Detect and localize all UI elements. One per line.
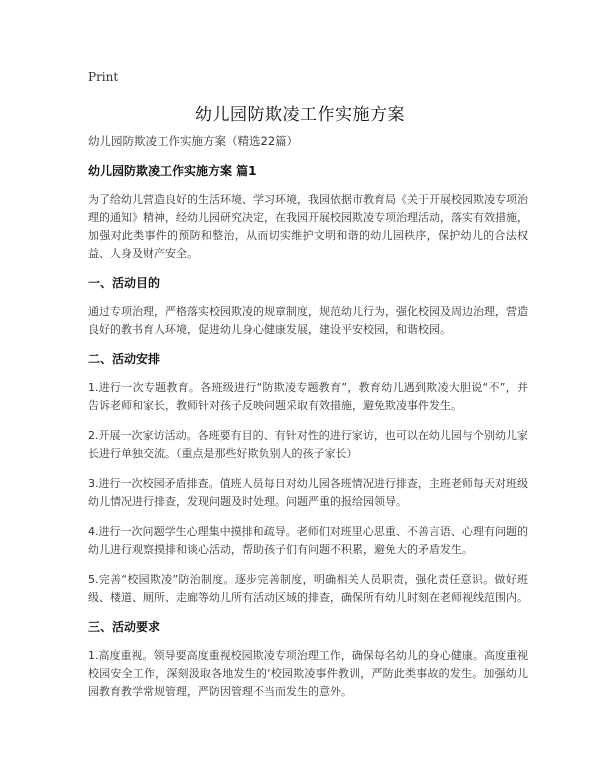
paragraph: 1.高度重视。领导要高度重视校园欺凌专项治理工作，确保每名幼儿的身心健康。高度重视校园安全工作，深刻汲取各地发生的‘校园欺凌事件教训，严防此类事故的发生。加强幼儿园教育教学常规管理，严防因管理不当而发生的意外。 xyxy=(88,649,528,698)
section-heading-purpose: 一、活动目的 xyxy=(88,276,161,290)
paragraph: 1.进行一次专题教育。各班级进行“防欺凌专题教育”，教育幼儿遇到欺凌大胆说“不”，并告诉老师和家长，教师针对孩子反映问题采取有效措施，避免欺凌事件发生。 xyxy=(88,381,528,412)
document-body xyxy=(88,133,528,713)
paragraph: 5.完善“校园欺凌”防治制度。逐步完善制度，明确相关人员职责，强化责任意识。做好班级、楼道、厕所、走廊等幼儿所有活动区域的排查，确保所有幼儿时刻在老师视线范围内。 xyxy=(88,573,528,604)
print-link[interactable]: Print xyxy=(88,70,119,84)
paragraph: 4.进行一次问题学生心理集中摸排和疏导。老师们对班里心思重、不善言语、心理有问题的幼儿进行观察摸排和谈心活动，帮助孩子们有问题不积累，避免大的矛盾发生。 xyxy=(88,525,528,556)
paragraph: 3.进行一次校园矛盾排查。值班人员每日对幼儿园各班情况进行排查，主班老师每天对班级幼儿情况进行排查，发现问题及时处理。问题严重的报给园领导。 xyxy=(88,477,528,508)
intro-paragraph: 为了给幼儿营造良好的生活环境、学习环境，我园依据市教育局《关于开展校园欺凌专项治理的通知》精神，经幼儿园研究决定，在我园开展校园欺凌专项治理活动，落实有效措施，加强对此类事件的预防和整治，从而切实维护文明和谐的幼儿园秩序，保护幼儿的合法权益、人身及财产安全。 xyxy=(88,193,528,260)
section-heading-arrangement: 二、活动安排 xyxy=(88,352,161,366)
section-heading-requirements: 三、活动要求 xyxy=(88,620,161,634)
paragraph: 通过专项治理，严格落实校园欺凌的规章制度，规范幼儿行为，强化校园及周边治理，营造良好的教书育人环境，促进幼儿身心健康发展，建设平安校园，和谐校园。 xyxy=(88,305,528,336)
paragraph: 2.开展一次家访活动。各班要有目的、有针对性的进行家访，也可以在幼儿园与个别幼儿家长进行单独交流。（重点是那些好欺负别人的孩子家长） xyxy=(88,429,528,460)
document-subtitle: 幼儿园防欺凌工作实施方案（精选22篇） xyxy=(88,134,299,148)
page-title: 幼儿园防欺凌工作实施方案 xyxy=(195,105,405,125)
article-title: 幼儿园防欺凌工作实施方案 篇1 xyxy=(88,164,257,178)
